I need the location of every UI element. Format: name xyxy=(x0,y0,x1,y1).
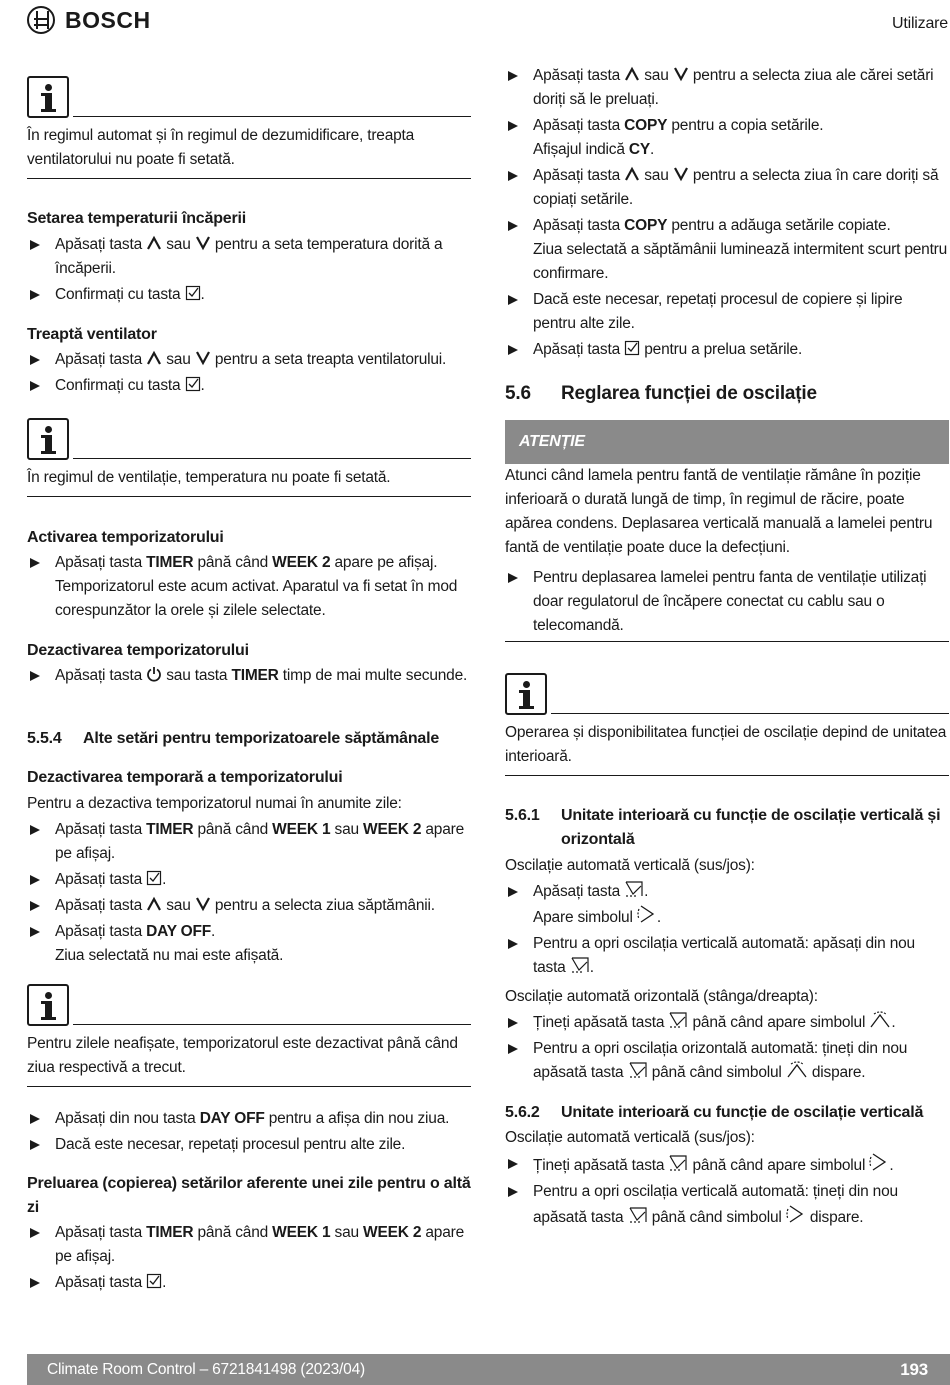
note-text: Operarea și disponibilitatea funcției de oscilație depind de unitatea interioară. xyxy=(505,721,949,776)
heading-5-6-2: 5.6.2 Unitate interioară cu funcție de oscilație verticală xyxy=(505,1104,924,1121)
list-item: Apăsați tasta sau tasta TIMER timp de mai multe secunde. xyxy=(27,664,471,688)
list-item: Țineți apăsată tasta până când apare simbolul . xyxy=(505,1011,949,1035)
list-item: Pentru a opri oscilația verticală automată: apăsați din nou tasta . xyxy=(505,932,949,980)
list-item: Dacă este necesar, repetați procesul pentru alte zile. xyxy=(27,1133,471,1157)
list-item: Apăsați tasta sau pentru a selecta ziua în care doriți să copiați setările. xyxy=(505,164,949,212)
caution-divider xyxy=(505,641,949,642)
info-note-3 xyxy=(27,984,471,1087)
confirm-checkbox-icon xyxy=(185,285,201,301)
list-item: Apăsați tasta COPY pentru a copia setările. Afișajul indică CY. xyxy=(505,114,949,162)
heading-copy-settings: Preluarea (copierea) setărilor aferente unei zile pentru o altă zi xyxy=(27,1175,471,1216)
horizontal-swing-steps xyxy=(505,1011,949,1087)
list-item: Confirmați cu tasta . xyxy=(27,374,471,398)
up-arrow-icon xyxy=(146,896,162,912)
timer-deactivation-steps xyxy=(27,664,471,690)
caution-text: Atunci când lamela pentru fantă de ventilație rămâne în poziție inferioară o durată lungă de timp, în regimul de răcire, poate apărea condens. Deplasarea verticală manuală a lamelei pentru fantă de ventilație poate duce la defecțiuni. xyxy=(505,467,933,556)
heading-temporary-deactivation: Dezactivarea temporară a temporizatorului xyxy=(27,769,343,786)
list-item: Pentru a opri oscilația orizontală automată: țineți din nou apăsată tasta până când simbolul dispare. xyxy=(505,1037,949,1085)
vertical-swing-symbol-icon xyxy=(786,1204,806,1224)
list-item: Pentru deplasarea lamelei pentru fanta de ventilație utilizați doar regulatorul de încăpere conectat cu cablu sau o telecomandă. xyxy=(505,566,949,638)
info-note-1 xyxy=(27,76,471,179)
copy-settings-steps-continued xyxy=(505,64,949,364)
info-icon xyxy=(27,76,69,118)
list-item: Apăsați tasta TIMER până când WEEK 1 sau WEEK 2 apare pe afișaj. xyxy=(27,1221,471,1269)
document-reference: Climate Room Control – 6721841498 (2023/04) xyxy=(47,1361,365,1378)
bosch-logo xyxy=(27,6,151,34)
vertical-swing-intro: Oscilație automată verticală (sus/jos): xyxy=(505,857,755,874)
note-text: În regimul automat și în regimul de dezumidificare, treapta ventilatorului nu poate fi setată. xyxy=(27,124,471,179)
list-item: Apăsați tasta sau pentru a selecta ziua ale cărei setări doriți să le preluați. xyxy=(505,64,949,112)
list-item: Apăsați din nou tasta DAY OFF pentru a afișa din nou ziua. xyxy=(27,1107,471,1131)
list-item: Pentru a opri oscilația verticală automată: țineți din nou apăsată tasta până când simbolul dispare. xyxy=(505,1180,949,1230)
confirm-checkbox-icon xyxy=(146,1273,162,1289)
down-arrow-icon xyxy=(673,66,689,82)
timer-activation-steps xyxy=(27,551,471,625)
temporary-deactivation-steps xyxy=(27,818,471,970)
horizontal-swing-symbol-icon xyxy=(869,1011,891,1029)
page-number: 193 xyxy=(900,1360,928,1379)
list-item: Confirmați cu tasta . xyxy=(27,283,471,307)
swing-key-icon xyxy=(570,956,590,974)
up-arrow-icon xyxy=(624,166,640,182)
caution-banner: ATENȚIE xyxy=(505,420,949,464)
down-arrow-icon xyxy=(673,166,689,182)
down-arrow-icon xyxy=(195,235,211,251)
list-item: Apăsați tasta TIMER până când WEEK 2 apare pe afișaj. Temporizatorul este acum activat. Aparatul va fi setat în mod corespunzător la orele și zilele selectate. xyxy=(27,551,471,623)
list-item: Dacă este necesar, repetați procesul de copiere și lipire pentru alte zile. xyxy=(505,288,949,336)
power-icon xyxy=(146,666,162,682)
vertical-swing-steps xyxy=(505,880,949,982)
note-text: Pentru zilele neafișate, temporizatorul este dezactivat până când ziua respectivă a trecut. xyxy=(27,1032,471,1087)
list-item: Apăsați tasta COPY pentru a adăuga setările copiate. Ziua selectată a săptămânii luminează intermitent scurt pentru confirmare. xyxy=(505,214,949,286)
confirm-checkbox-icon xyxy=(146,870,162,886)
swing-key-icon xyxy=(624,880,644,898)
list-item: Apăsați tasta sau pentru a seta temperatura dorită a încăperii. xyxy=(27,233,471,281)
swing-key-icon xyxy=(628,1206,648,1224)
caution-steps xyxy=(505,566,949,640)
down-arrow-icon xyxy=(195,350,211,366)
vertical-swing-symbol-icon xyxy=(869,1152,889,1172)
list-item: Apăsați tasta sau pentru a selecta ziua săptămânii. xyxy=(27,894,471,918)
list-item: Țineți apăsată tasta până când apare simbolul . xyxy=(505,1152,949,1178)
horizontal-swing-symbol-icon xyxy=(786,1061,808,1079)
fan-level-steps xyxy=(27,348,471,400)
info-note-2 xyxy=(27,418,471,497)
list-item: Apăsați tasta TIMER până când WEEK 1 sau WEEK 2 apare pe afișaj. xyxy=(27,818,471,866)
note-text: În regimul de ventilație, temperatura nu poate fi setată. xyxy=(27,466,471,497)
list-item: Apăsați tasta . xyxy=(27,1271,471,1295)
swing-key-icon xyxy=(628,1061,648,1079)
list-item: Apăsați tasta . xyxy=(27,868,471,892)
heading-timer-activation: Activarea temporizatorului xyxy=(27,529,224,546)
list-item: Apăsați tasta sau pentru a seta treapta ventilatorului. xyxy=(27,348,471,372)
horizontal-swing-intro: Oscilație automată orizontală (stânga/dreapta): xyxy=(505,988,818,1005)
swing-key-icon xyxy=(668,1154,688,1172)
swing-key-icon xyxy=(668,1011,688,1029)
info-icon xyxy=(27,984,69,1026)
vertical-swing-symbol-icon xyxy=(637,904,657,924)
vertical-swing-steps-2 xyxy=(505,1152,949,1232)
brand-name: BOSCH xyxy=(65,7,151,33)
day-off-steps xyxy=(27,1107,471,1159)
heading-room-temperature: Setarea temperaturii încăperii xyxy=(27,210,246,227)
list-item: Apăsați tasta DAY OFF. Ziua selectată nu mai este afișată. xyxy=(27,920,471,968)
up-arrow-icon xyxy=(624,66,640,82)
list-item: Apăsați tasta . Apare simbolul . xyxy=(505,880,949,930)
page-header xyxy=(27,6,950,38)
vertical-swing-intro-2: Oscilație automată verticală (sus/jos): xyxy=(505,1129,755,1146)
down-arrow-icon xyxy=(195,896,211,912)
heading-5-5-4: 5.5.4 Alte setări pentru temporizatoarele săptămânale xyxy=(27,730,440,747)
bosch-logo-icon xyxy=(27,6,55,34)
list-item: Apăsați tasta pentru a prelua setările. xyxy=(505,338,949,362)
heading-fan-level: Treaptă ventilator xyxy=(27,326,157,343)
temporary-deactivation-intro: Pentru a dezactiva temporizatorul numai în anumite zile: xyxy=(27,795,402,812)
info-icon xyxy=(27,418,69,460)
confirm-checkbox-icon xyxy=(624,340,640,356)
heading-timer-deactivation: Dezactivarea temporizatorului xyxy=(27,642,249,659)
room-temperature-steps xyxy=(27,233,471,309)
copy-settings-steps xyxy=(27,1221,471,1297)
info-note-4 xyxy=(505,673,949,776)
heading-5-6: 5.6 Reglarea funcției de oscilație xyxy=(505,383,817,404)
section-label: Utilizare xyxy=(892,15,948,32)
confirm-checkbox-icon xyxy=(185,376,201,392)
heading-5-6-1: 5.6.1 Unitate interioară cu funcție de oscilație verticală și orizontală xyxy=(505,807,941,848)
up-arrow-icon xyxy=(146,235,162,251)
page-footer xyxy=(27,1354,950,1385)
info-icon xyxy=(505,673,547,715)
up-arrow-icon xyxy=(146,350,162,366)
